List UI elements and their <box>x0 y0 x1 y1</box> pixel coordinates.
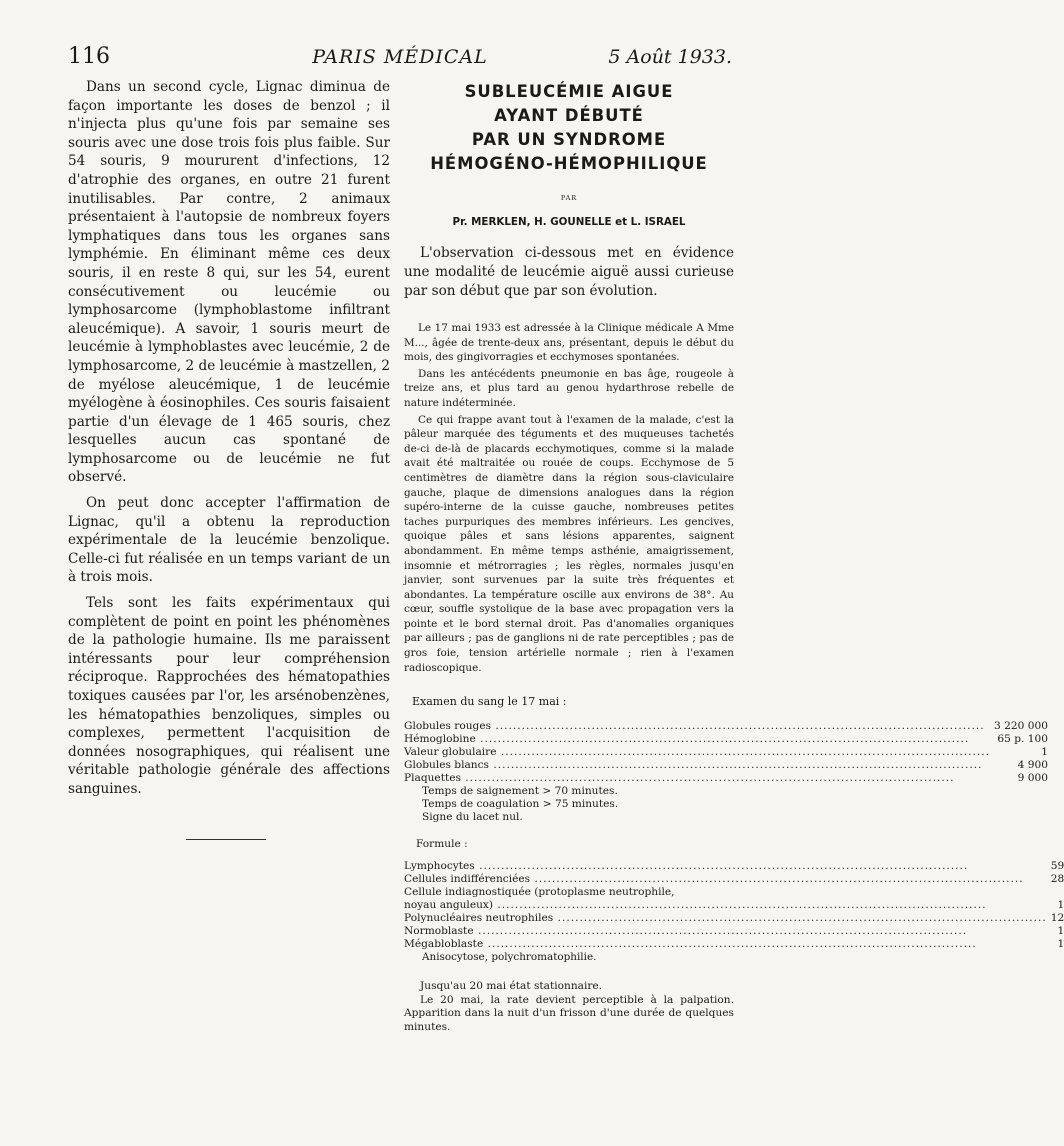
table-row <box>404 873 1064 886</box>
row-value: 3 220 000 <box>994 720 1048 733</box>
blood-exam-table <box>404 720 1048 785</box>
row-value: 4 900 <box>1017 759 1048 772</box>
issue-date: 5 Août 1933. <box>608 46 732 68</box>
closing-paragraph: Le 20 mai, la rate devient perceptible à la palpation. Apparition dans la nuit d'un frisson d'une durée de quelques minutes. <box>404 993 734 1034</box>
title-line: AYANT DÉBUTÉ <box>494 106 644 125</box>
closing-paragraph: Jusqu'au 20 mai état stationnaire. <box>420 980 603 993</box>
table-row <box>404 886 1064 899</box>
row-value: 1 <box>1057 899 1064 912</box>
page-number: 116 <box>68 44 110 69</box>
blood-note: Temps de coagulation > 75 minutes. <box>422 798 619 811</box>
row-label: Hémoglobine ..... <box>404 733 990 746</box>
right-column <box>404 80 1064 1035</box>
row-label: Polynucléaires neutrophiles ..... <box>404 912 1047 925</box>
left-paragraph: Dans un second cycle, Lignac diminua de façon importante les doses de benzol ; il n'injecta plus qu'une fois par semaine ses souris avec une dose trois fois plus faible. Sur 54 souris, 9 moururent d'infections, 12 d'atrophie des organes, en outre 21 furent inutilisables. Par contre, 2 animaux présentaient à l'autopsie de nombreux foyers lymphatiques dans tous les organes sans lymphémie. En éliminant même ces deux souris, il en reste 8 qui, sur les 54, eurent consécutivement ou leucémie ou lymphosarcome (lymphoblastome infiltrant aleucémique). A savoir, 1 souris meurt de leucémie à lymphoblastes avec leucémie, 2 de lymphosarcome, 2 de leucémie à mastzellen, 2 de myélose aleucémique, 1 de leucémie myélogène à éosinophiles. Ces souris faisaient partie d'un élevage de 1 465 souris, chez lesquelles aucun cas spontané de lymphosarcome ou de leucémie ne fut observé. <box>68 79 390 486</box>
table-row <box>404 912 1064 925</box>
row-label: Plaquettes ..... <box>404 772 990 785</box>
row-value: 1 <box>1057 938 1064 951</box>
row-label: Cellules indifférenciées ..... <box>404 873 1047 886</box>
body-paragraph: Ce qui frappe avant tout à l'examen de la malade, c'est la pâleur marquée des téguments et des muqueuses tachetés de-ci de-là de placards ecchymotiques, comme si la malade avait été maltraitée ou rouée de coups. Ecchymose de 5 centimètres de diamètre dans la région sous-claviculaire gauche, plaque de dimensions analogues dans la région supéro-interne de la cuisse gauche, nombreuses petites taches purpuriques des membres inférieurs. Les gencives, quoique pâles et sans lésions apparentes, saignent abondamment. En même temps asthénie, amaigrissement, insomnie et métrorragies ; les règles, normales jusqu'en janvier, sont survenues par la suite très fréquentes et abondantes. La température oscille aux environs de 38°. Au cœur, souffle systolique de la base avec propagation vers la pointe et le bord sternal droit. Pas d'anomalies organiques par ailleurs ; pas de ganglions ni de rate perceptibles ; pas de gros foie, tension artérielle normale ; rien à l'examen radioscopique. <box>404 413 734 674</box>
row-label: Cellule indiagnostiquée (protoplasme neutrophile, <box>404 886 675 899</box>
row-label: Normoblaste ..... <box>404 925 1047 938</box>
blood-exam-heading: Examen du sang le 17 mai : <box>412 695 567 709</box>
row-value: 1 <box>1041 746 1048 759</box>
row-value: 12 <box>1050 912 1064 925</box>
row-label: noyau anguleux) ..... <box>404 899 1047 912</box>
left-paragraph: Tels sont les faits expérimentaux qui complètent de point en point les phénomènes de la pathologie humaine. Ils me paraissent intéressants pour leur compréhension réciproque. Rapprochées des hématopathies toxiques causées par l'or, les arsénobenzènes, les hématopathies benzoliques, simples ou complexes, permettent l'acquisition de données nosographiques, qui réalisent une véritable pathologie générale des affections sanguines. <box>68 595 390 797</box>
row-label: Valeur globulaire ..... <box>404 746 990 759</box>
row-value: 28 <box>1050 873 1064 886</box>
body-paragraph: Dans les antécédents pneumonie en bas âge, rougeole à treize ans, et plus tard au genou hydarthrose rebelle de nature indéterminée. <box>404 367 734 409</box>
article-intro: L'observation ci-dessous met en évidence une modalité de leucémie aiguë aussi curieuse par son début que par son évolution. <box>404 245 734 299</box>
title-line: PAR UN SYNDROME <box>471 130 667 149</box>
article-title <box>404 80 734 176</box>
article-body <box>404 321 734 675</box>
section-divider <box>186 839 266 840</box>
row-value: 9 000 <box>1017 772 1048 785</box>
table-row <box>404 860 1064 873</box>
row-label: Globules rouges ..... <box>404 720 990 733</box>
row-value: 1 <box>1057 925 1064 938</box>
page-header <box>68 44 732 72</box>
table-row <box>404 938 1064 951</box>
closing-text <box>404 980 734 1034</box>
formula-heading: Formule : <box>416 838 468 851</box>
formula-table <box>404 860 1064 951</box>
row-label: Globules blancs ..... <box>404 759 990 772</box>
anisocytose-note: Anisocytose, polychromatophilie. <box>422 951 597 964</box>
table-row <box>404 720 1048 733</box>
row-label: Mégabloblaste ..... <box>404 938 1047 951</box>
table-row <box>404 925 1064 938</box>
row-value: 65 p. 100 <box>997 733 1048 746</box>
blood-note: Signe du lacet nul. <box>422 811 523 824</box>
left-paragraph: On peut donc accepter l'affirmation de Lignac, qu'il a obtenu la reproduction expérimentale de la leucémie benzolique. Celle-ci fut réalisée en un temps variant de un à trois mois. <box>68 495 390 586</box>
body-paragraph: Le 17 mai 1933 est adressée à la Clinique médicale A Mme M..., âgée de trente-deux ans, présentant, depuis le début du mois, des gingivorragies et ecchymoses spontanées. <box>404 322 734 364</box>
table-row <box>404 899 1064 912</box>
table-row <box>404 746 1048 759</box>
table-row <box>404 759 1048 772</box>
table-row <box>404 733 1048 746</box>
journal-title: PARIS MÉDICAL <box>312 46 488 68</box>
table-row <box>404 772 1048 785</box>
by-label: PAR <box>560 194 578 202</box>
blood-note: Temps de saignement > 70 minutes. <box>422 785 618 798</box>
authors: Pr. MERKLEN, H. GOUNELLE et L. ISRAEL <box>452 216 686 228</box>
row-label: Lymphocytes ..... <box>404 860 1047 873</box>
title-line: SUBLEUCÉMIE AIGUE <box>464 82 674 101</box>
left-column <box>68 78 390 840</box>
title-line: HÉMOGÉNO-HÉMOPHILIQUE <box>430 154 708 173</box>
row-value: 59 <box>1050 860 1064 873</box>
